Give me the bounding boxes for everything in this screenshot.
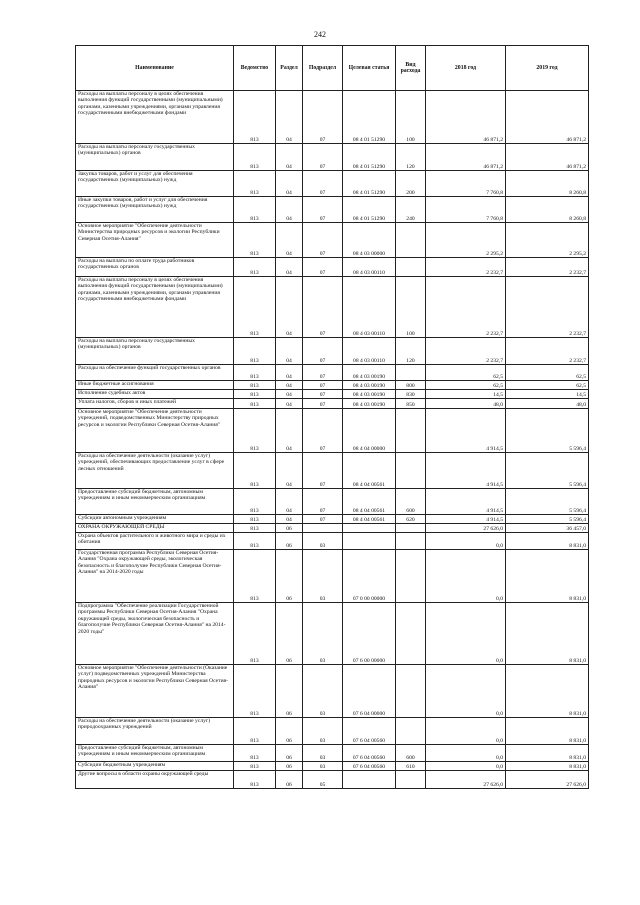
table-cell-expense-type: 200	[396, 171, 426, 197]
table-cell-vedomstvo: 813	[234, 197, 276, 223]
table-cell-2018: 4 914,5	[426, 453, 506, 489]
table-cell-vedomstvo: 813	[234, 258, 276, 277]
table-cell-target-article: 08 4 04 00561	[343, 489, 396, 515]
table-cell-vedomstvo: 813	[234, 603, 276, 665]
table-cell-razdel: 06	[276, 771, 303, 789]
table-cell-2018: 0,0	[426, 550, 506, 603]
table-cell-expense-type	[396, 533, 426, 550]
table-cell-vedomstvo: 813	[234, 453, 276, 489]
table-cell-expense-type: 620	[396, 515, 426, 524]
table-cell-2018: 46 871,2	[426, 144, 506, 171]
table-row	[76, 390, 589, 399]
table-cell-razdel: 04	[276, 489, 303, 515]
table-cell-target-article: 07 6 00 00000	[343, 603, 396, 665]
table-cell-expense-type: 600	[396, 489, 426, 515]
table-cell-razdel: 06	[276, 718, 303, 745]
table-cell-target-article: 08 4 04 00561	[343, 453, 396, 489]
table-cell-2018: 7 760,8	[426, 171, 506, 197]
table-cell-podrazdel: 07	[303, 223, 343, 258]
table-cell-podrazdel: 05	[303, 771, 343, 789]
table-cell-expense-type: 600	[396, 745, 426, 762]
table-cell-razdel: 04	[276, 223, 303, 258]
table-cell-expense-type: 100	[396, 277, 426, 338]
table-cell-expense-type	[396, 665, 426, 718]
table-cell-razdel: 04	[276, 515, 303, 524]
table-cell-target-article: 08 4 03 00110	[343, 258, 396, 277]
table-cell-podrazdel: 03	[303, 665, 343, 718]
table-cell-razdel: 04	[276, 91, 303, 144]
page-number: 242	[314, 30, 326, 39]
table-row	[76, 453, 589, 489]
table-cell-vedomstvo: 813	[234, 381, 276, 390]
table-cell-name: Государственная программа Республики Северная Осетия-Алания "Охрана окружающей среды, экологическая безопасность и благополучие Республики Северная Осетия-Алания" на 2014-2020 годы	[76, 550, 234, 603]
table-cell-name: Субсидии бюджетным учреждениям	[76, 762, 234, 771]
table-cell-name: Иные бюджетные ассигнования	[76, 381, 234, 390]
table-cell-2019: 48,0	[506, 399, 589, 409]
table-row	[76, 771, 589, 789]
table-cell-2019: 8 831,0	[506, 533, 589, 550]
header-razdel: Раздел	[276, 46, 303, 91]
table-cell-target-article: 08 4 04 00561	[343, 515, 396, 524]
table-cell-podrazdel: 07	[303, 381, 343, 390]
table-cell-2019: 2 232,7	[506, 258, 589, 277]
table-cell-podrazdel: 03	[303, 762, 343, 771]
table-cell-2019: 5 596,4	[506, 409, 589, 453]
table-row	[76, 91, 589, 144]
table-cell-target-article: 07 6 04 00560	[343, 762, 396, 771]
table-cell-expense-type: 830	[396, 390, 426, 399]
table-cell-podrazdel: 03	[303, 533, 343, 550]
table-cell-name: Уплата налогов, сборов и иных платежей	[76, 399, 234, 409]
table-cell-2019: 2 232,7	[506, 277, 589, 338]
table-cell-name: Расходы на обеспечение функций государственных органов	[76, 365, 234, 381]
table-cell-expense-type: 240	[396, 197, 426, 223]
table-cell-name: Другие вопросы в области охраны окружающей среды	[76, 771, 234, 789]
table-cell-razdel: 06	[276, 745, 303, 762]
table-cell-vedomstvo: 813	[234, 550, 276, 603]
table-cell-podrazdel: 03	[303, 603, 343, 665]
table-row	[76, 603, 589, 665]
table-cell-podrazdel: 07	[303, 489, 343, 515]
table-cell-2019: 8 831,0	[506, 745, 589, 762]
table-row	[76, 718, 589, 745]
table-cell-expense-type	[396, 453, 426, 489]
header-year-2019: 2019 год	[506, 46, 589, 91]
table-cell-target-article: 08 4 03 00110	[343, 338, 396, 365]
table-cell-vedomstvo: 813	[234, 533, 276, 550]
table-cell-target-article: 08 4 03 00110	[343, 277, 396, 338]
table-cell-target-article: 07 6 04 00560	[343, 745, 396, 762]
table-cell-expense-type	[396, 365, 426, 381]
table-cell-name: Подпрограмма "Обеспечение реализации Государственной программы Республики Северная Осетия-Алания "Охрана окружающей среды, экологическая безопасность и благополучие Республики Северная Осетия-Алания" на 2014-2020 годы"	[76, 603, 234, 665]
table-cell-2019: 2 232,7	[506, 338, 589, 365]
table-cell-2019: 62,5	[506, 381, 589, 390]
table-cell-razdel: 04	[276, 409, 303, 453]
table-cell-podrazdel: 07	[303, 338, 343, 365]
table-cell-vedomstvo: 813	[234, 338, 276, 365]
table-cell-razdel: 06	[276, 603, 303, 665]
table-cell-vedomstvo: 813	[234, 390, 276, 399]
table-cell-expense-type: 120	[396, 338, 426, 365]
table-cell-2018: 4 914,5	[426, 489, 506, 515]
table-cell-name: Расходы на выплаты персоналу в целях обеспечения выполнения функций государственными (муниципальными) органами, казенными учреждениями, органами управления государственными внебюджетными фондами	[76, 277, 234, 338]
table-cell-2019: 8 831,0	[506, 762, 589, 771]
table-cell-name: Расходы на выплаты персоналу государственных (муниципальных) органов	[76, 338, 234, 365]
table-cell-vedomstvo: 813	[234, 718, 276, 745]
table-cell-vedomstvo: 813	[234, 171, 276, 197]
table-cell-name: Расходы на выплаты персоналу в целях обеспечения выполнения функций государственными (муниципальными) органами, казенными учреждениями, органами управления государственными внебюджетными фондами	[76, 91, 234, 144]
table-cell-target-article: 08 4 01 51290	[343, 91, 396, 144]
table-cell-podrazdel: 07	[303, 515, 343, 524]
table-cell-vedomstvo: 813	[234, 144, 276, 171]
table-cell-expense-type: 850	[396, 399, 426, 409]
table-cell-vedomstvo: 813	[234, 489, 276, 515]
table-cell-vedomstvo: 813	[234, 399, 276, 409]
table-cell-expense-type	[396, 524, 426, 533]
table-cell-expense-type	[396, 223, 426, 258]
table-cell-name: Иные закупки товаров, работ и услуг для обеспечения государственных (муниципальных) нужд	[76, 197, 234, 223]
budget-table	[75, 45, 589, 789]
table-cell-2018: 0,0	[426, 745, 506, 762]
table-cell-target-article	[343, 771, 396, 789]
table-cell-2019: 5 596,4	[506, 489, 589, 515]
header-expense-type: Вид расхода	[396, 46, 426, 91]
table-cell-vedomstvo: 813	[234, 277, 276, 338]
table-cell-2019: 14,5	[506, 390, 589, 399]
table-row	[76, 365, 589, 381]
table-cell-podrazdel: 07	[303, 277, 343, 338]
table-cell-2018: 0,0	[426, 762, 506, 771]
table-cell-expense-type: 800	[396, 381, 426, 390]
table-cell-podrazdel: 07	[303, 258, 343, 277]
table-row	[76, 381, 589, 390]
table-cell-2018: 2 232,7	[426, 338, 506, 365]
table-cell-2018: 0,0	[426, 603, 506, 665]
table-cell-2019: 2 295,2	[506, 223, 589, 258]
table-row	[76, 197, 589, 223]
table-cell-podrazdel: 07	[303, 390, 343, 399]
table-cell-expense-type	[396, 409, 426, 453]
table-row	[76, 144, 589, 171]
table-row	[76, 399, 589, 409]
table-cell-target-article: 07 6 04 00560	[343, 718, 396, 745]
table-cell-2018: 7 760,8	[426, 197, 506, 223]
table-cell-2018: 0,0	[426, 718, 506, 745]
table-cell-razdel: 04	[276, 365, 303, 381]
table-row	[76, 277, 589, 338]
table-row	[76, 223, 589, 258]
table-header-row	[76, 46, 589, 91]
table-row	[76, 762, 589, 771]
table-row	[76, 665, 589, 718]
table-cell-target-article: 07 0 00 00000	[343, 550, 396, 603]
table-cell-2019: 62,5	[506, 365, 589, 381]
table-cell-2018: 4 914,5	[426, 515, 506, 524]
table-cell-2018: 27 626,0	[426, 524, 506, 533]
table-cell-podrazdel: 07	[303, 197, 343, 223]
table-cell-vedomstvo: 813	[234, 365, 276, 381]
table-cell-target-article: 08 4 04 00000	[343, 409, 396, 453]
table-cell-vedomstvo: 813	[234, 409, 276, 453]
table-cell-podrazdel: 07	[303, 171, 343, 197]
table-cell-2018: 2 232,7	[426, 277, 506, 338]
table-cell-2018: 48,0	[426, 399, 506, 409]
table-cell-2019: 8 831,0	[506, 718, 589, 745]
table-row	[76, 171, 589, 197]
table-cell-2019: 5 596,4	[506, 515, 589, 524]
table-cell-razdel: 06	[276, 550, 303, 603]
table-cell-2019: 27 626,0	[506, 771, 589, 789]
table-cell-name: Закупка товаров, работ и услуг для обеспечения государственных (муниципальных) нужд	[76, 171, 234, 197]
table-cell-2018: 2 232,7	[426, 258, 506, 277]
table-cell-razdel: 04	[276, 197, 303, 223]
table-cell-podrazdel: 07	[303, 399, 343, 409]
table-cell-target-article: 08 4 03 00190	[343, 390, 396, 399]
table-body	[76, 91, 589, 789]
table-cell-2019: 8 831,0	[506, 665, 589, 718]
table-cell-razdel: 04	[276, 258, 303, 277]
table-cell-podrazdel: 03	[303, 745, 343, 762]
table-cell-2018: 46 871,2	[426, 91, 506, 144]
table-cell-name: Расходы на выплаты по оплате труда работников государственных органов	[76, 258, 234, 277]
table-cell-name: Охрана объектов растительного и животного мира и среды их обитания	[76, 533, 234, 550]
table-cell-podrazdel: 07	[303, 409, 343, 453]
table-cell-2018: 4 914,5	[426, 409, 506, 453]
table-row	[76, 533, 589, 550]
table-cell-name: Расходы на выплаты персоналу государственных (муниципальных) органов	[76, 144, 234, 171]
table-cell-razdel: 06	[276, 665, 303, 718]
table-cell-target-article	[343, 533, 396, 550]
header-vedomstvo: Ведомство	[234, 46, 276, 91]
table-cell-name: Предоставление субсидий бюджетным, автономным учреждениям и иным некоммерческим организациям	[76, 745, 234, 762]
table-cell-podrazdel: 03	[303, 718, 343, 745]
table-cell-expense-type	[396, 258, 426, 277]
table-cell-target-article: 08 4 03 00190	[343, 365, 396, 381]
table-row	[76, 745, 589, 762]
table-cell-2019: 36 457,0	[506, 524, 589, 533]
table-cell-name: Предоставление субсидий бюджетным, автономным учреждениям и иным некоммерческим организациям	[76, 489, 234, 515]
header-target-article: Целевая статья	[343, 46, 396, 91]
table-row	[76, 515, 589, 524]
table-cell-podrazdel: 07	[303, 91, 343, 144]
table-cell-target-article	[343, 524, 396, 533]
table-cell-podrazdel: 07	[303, 365, 343, 381]
table-cell-expense-type	[396, 550, 426, 603]
table-cell-name: ОХРАНА ОКРУЖАЮЩЕЙ СРЕДЫ	[76, 524, 234, 533]
table-row	[76, 409, 589, 453]
table-cell-2019: 8 260,8	[506, 171, 589, 197]
table-cell-razdel: 04	[276, 171, 303, 197]
table-cell-2019: 46 871,2	[506, 144, 589, 171]
table-cell-vedomstvo: 813	[234, 771, 276, 789]
table-cell-razdel: 04	[276, 144, 303, 171]
table-cell-expense-type: 610	[396, 762, 426, 771]
table-row	[76, 338, 589, 365]
table-cell-name: Основное мероприятие "Обеспечение деятельности (Оказание услуг) подведомственных учреждений Министерства природных ресурсов и экологии Республики Северная Осетия-Алания"	[76, 665, 234, 718]
header-name: Наименование	[76, 46, 234, 91]
table-cell-vedomstvo: 813	[234, 762, 276, 771]
table-cell-razdel: 04	[276, 453, 303, 489]
table-cell-razdel: 04	[276, 390, 303, 399]
table-cell-target-article: 08 4 01 51290	[343, 171, 396, 197]
header-podrazdel: Подраздел	[303, 46, 343, 91]
table-cell-name: Субсидии автономным учреждениям	[76, 515, 234, 524]
table-cell-vedomstvo: 813	[234, 223, 276, 258]
table-cell-target-article: 08 4 03 00190	[343, 399, 396, 409]
table-cell-name: Исполнение судебных актов	[76, 390, 234, 399]
table-cell-2018: 0,0	[426, 665, 506, 718]
table-cell-2019: 8 831,0	[506, 603, 589, 665]
table-cell-target-article: 08 4 01 51290	[343, 197, 396, 223]
table-cell-2018: 27 626,0	[426, 771, 506, 789]
table-cell-razdel: 06	[276, 762, 303, 771]
table-cell-podrazdel: 07	[303, 453, 343, 489]
table-cell-expense-type	[396, 718, 426, 745]
table-cell-expense-type: 120	[396, 144, 426, 171]
table-cell-2018: 62,5	[426, 381, 506, 390]
table-row	[76, 489, 589, 515]
table-cell-vedomstvo: 813	[234, 524, 276, 533]
table-cell-name: Основное мероприятие "Обеспечение деятельности Министерства природных ресурсов и экологии Республики Северная Осетия-Алания"	[76, 223, 234, 258]
table-cell-target-article: 08 4 01 51290	[343, 144, 396, 171]
table-cell-name: Расходы на обеспечение деятельности (оказание услуг) учреждений, обеспечивающих предоставление услуг в сфере лесных отношений	[76, 453, 234, 489]
table-cell-razdel: 04	[276, 338, 303, 365]
table-cell-vedomstvo: 813	[234, 91, 276, 144]
table-cell-vedomstvo: 813	[234, 665, 276, 718]
table-cell-target-article: 07 6 04 00000	[343, 665, 396, 718]
table-cell-expense-type	[396, 771, 426, 789]
table-row	[76, 258, 589, 277]
table-cell-2018: 0,0	[426, 533, 506, 550]
table-cell-vedomstvo: 813	[234, 515, 276, 524]
table-cell-razdel: 04	[276, 381, 303, 390]
table-row	[76, 550, 589, 603]
table-cell-name: Расходы на обеспечение деятельности (оказание услуг) природоохранных учреждений	[76, 718, 234, 745]
table-cell-2018: 62,5	[426, 365, 506, 381]
table-cell-podrazdel: 07	[303, 144, 343, 171]
table-cell-target-article: 08 4 03 00190	[343, 381, 396, 390]
table-cell-razdel: 06	[276, 533, 303, 550]
table-cell-2019: 5 596,4	[506, 453, 589, 489]
table-cell-2018: 14,5	[426, 390, 506, 399]
table-cell-2018: 2 295,2	[426, 223, 506, 258]
table-cell-name: Основное мероприятие "Обеспечение деятельности учреждений, подведомственных Министерству природных ресурсов и экологии Республики Северная Осетия-Алания"	[76, 409, 234, 453]
table-cell-target-article: 08 4 03 00000	[343, 223, 396, 258]
table-cell-podrazdel	[303, 524, 343, 533]
table-cell-razdel: 06	[276, 524, 303, 533]
table-cell-2019: 8 831,0	[506, 550, 589, 603]
table-cell-razdel: 04	[276, 277, 303, 338]
table-cell-2019: 46 871,2	[506, 91, 589, 144]
table-cell-vedomstvo: 813	[234, 745, 276, 762]
table-cell-2019: 8 260,8	[506, 197, 589, 223]
table-row	[76, 524, 589, 533]
table-cell-razdel: 04	[276, 399, 303, 409]
table-cell-podrazdel: 03	[303, 550, 343, 603]
table-cell-expense-type: 100	[396, 91, 426, 144]
header-year-2018: 2018 год	[426, 46, 506, 91]
table-cell-expense-type	[396, 603, 426, 665]
